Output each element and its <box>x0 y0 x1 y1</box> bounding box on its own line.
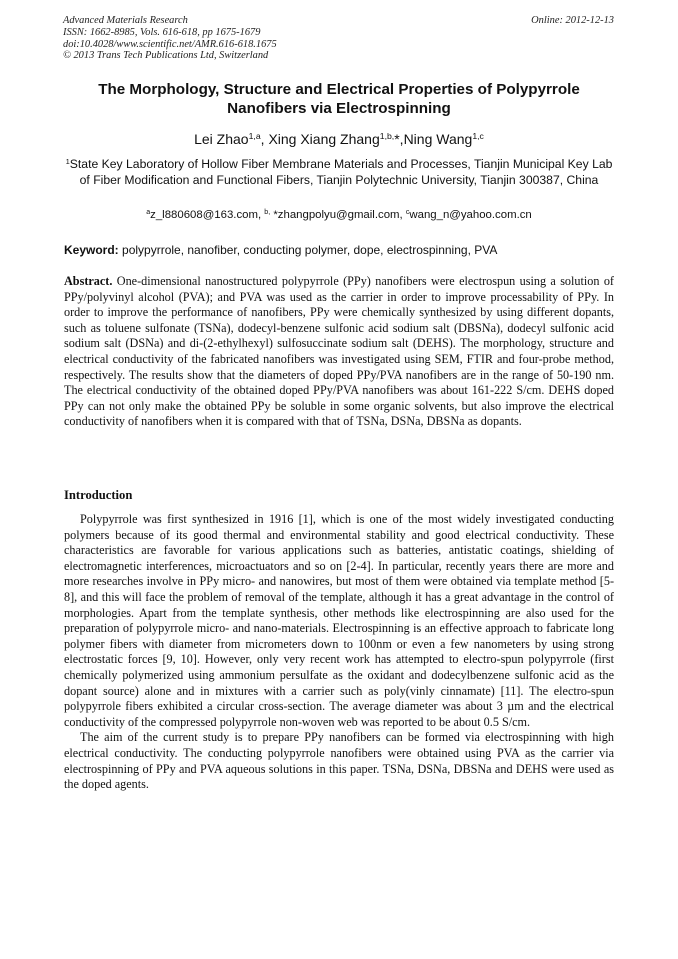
email-superscript: c <box>405 209 410 217</box>
keyword-label: Keyword: <box>64 243 119 257</box>
abstract <box>64 274 614 430</box>
doi-line: doi:10.4028/www.scientific.net/AMR.616-618.1675 <box>63 38 277 50</box>
issn-line: ISSN: 1662-8985, Vols. 616-618, pp 1675-1679 <box>63 26 261 38</box>
copyright-line: © 2013 Trans Tech Publications Ltd, Switzerland <box>63 50 269 62</box>
author-name: Xing Xiang Zhang <box>268 131 380 147</box>
title-line-1: The Morphology, Structure and Electrical Properties of Polypyrrole <box>98 81 580 98</box>
author-superscript: 1,b, <box>379 131 395 142</box>
author-name: Ning Wang <box>403 131 473 147</box>
paper-title <box>60 80 618 118</box>
keyword-text: polypyrrole, nanofiber, conducting polymer, dope, electrospinning, PVA <box>118 243 498 257</box>
author-separator: , <box>260 131 269 147</box>
author-list <box>60 131 618 148</box>
introduction-paragraph-1: Polypyrrole was first synthesized in 1916 [1], which is one of the most widely investigated conducting polymers because of its good thermal and environmental stability and good electrical conductivity. These characteristics are favorable for various applications such as batteries, antistatic coatings, shielding of electromagnetic interferences, microactuators and so on [2-4]. In particular, recently years there are more and more researches involve in PPy micro- and nanowires, but most of them were obtained via template method [5-8], and this will face the problem of removal of the template, although it has a great advantage in the control of morphologies. Apart from the template synthesis, other methods like electrospinning are also used for the preparation of polypyrrole micro- and nano-materials. Electrospinning is an effective approach to fabricate long polymer fibers with diameter from micrometers down to 100nm or even a few nanometers by using strong electrostatic forces [9, 10]. However, only very recent work has attempted to electro-spun polypyrrole (first chemically polymerized using ammonium persulfate as the oxidant and dodecylbenzene sulfonic acid as the dopant source) alone and in mixtures with a carrier such as poly(vinly cinnamate) [11]. The electro-spun polypyrrole fibers exhibited a circular cross-section. The average diameter was about 3 µm and the electrical conductivity of the compressed polypyrrole non-woven web was reported to be about 0.5 S/cm. <box>64 512 614 729</box>
journal-metadata <box>63 15 277 62</box>
journal-name: Advanced Materials Research <box>63 15 188 26</box>
author-name: Lei Zhao <box>194 131 249 147</box>
author-superscript: 1,a <box>248 131 261 142</box>
affiliation-superscript: 1 <box>65 156 70 166</box>
email-list <box>64 208 614 222</box>
introduction-body <box>64 512 614 793</box>
email-address: wang_n@yahoo.com.cn <box>409 209 532 221</box>
email-superscript: b, <box>264 209 271 217</box>
email-address: z_l880608@163.com, <box>150 209 265 221</box>
abstract-label: Abstract. <box>64 274 113 288</box>
author-superscript: 1,c <box>472 131 484 142</box>
keywords <box>64 243 614 258</box>
affiliation-text: State Key Laboratory of Hollow Fiber Membrane Materials and Processes, Tianjin Municipal Key Lab of Fiber Modification and Functional Fibers, Tianjin Polytechnic University, Tianjin 300387, China <box>69 157 613 187</box>
introduction-heading: Introduction <box>64 488 133 502</box>
author-separator: *, <box>394 131 404 147</box>
title-line-2: Nanofibers via Electrospinning <box>227 100 451 117</box>
email-address: *zhangpolyu@gmail.com, <box>270 209 406 221</box>
affiliation <box>64 157 614 188</box>
abstract-text: One-dimensional nanostructured polypyrrole (PPy) nanofibers were electrospun using a solution of PPy/polyvinyl alcohol (PVA); and PVA was used as the carrier in order to improve processability of PPy. In order to improve the performance of nanofibers, PPy were chemically synthesized by using different dopants, such as toluene sulfonate (TSNa), dodecyl-benzene sulfonic acid sodium salt (DBSNa), dodecyl sulfonic acid sodium salt (DSNa) and di-(2-ethylhexyl) sulfosuccinate sodium salt (DEHS). The morphology, structure and electrical conductivity of the fabricated nanofibers was investigated using SEM, FTIR and four-probe method, respectively. The results show that the diameters of doped PPy/PVA nanofibers are in the range of 50-190 nm. The electrical conductivity of the obtained doped PPy/PVA nanofibers was about 161-222 S/cm. DEHS doped PPy can not only make the obtained PPy be soluble in some organic solvents, but also improve the electrical conductivity of nanofibers when it is compared with that of TSNa, DSNa, DBSNa as dopants. <box>64 274 614 429</box>
introduction-paragraph-2: The aim of the current study is to prepare PPy nanofibers can be formed via electrospinning with high electrical conductivity. The conducting polypyrrole nanofibers were obtained using PVA as the carrier via electrospinning of PPy and PVA aqueous solutions in this paper. TSNa, DSNa, DBSNa and DEHS were used as the doped agents. <box>64 730 614 792</box>
email-superscript: a <box>146 209 151 217</box>
online-date: Online: 2012-12-13 <box>531 15 614 26</box>
